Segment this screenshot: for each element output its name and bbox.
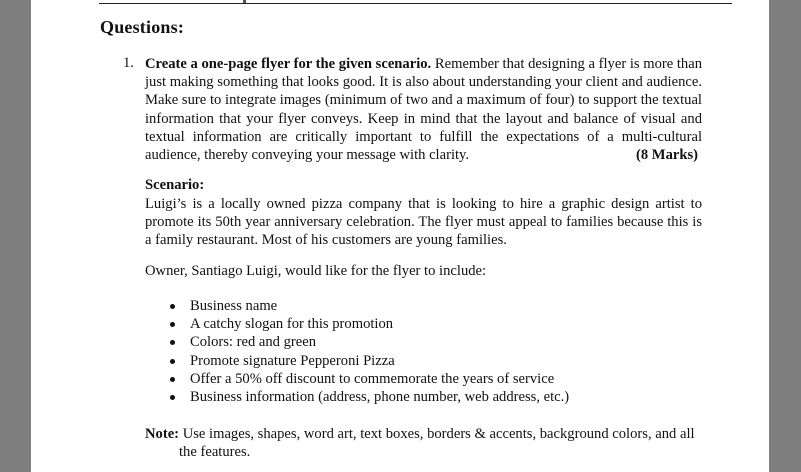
list-item [167,315,569,333]
bullet-icon [170,304,175,309]
question-body: Remember that designing a flyer is more than just making something that looks good. It is also about understanding your client and audience. Make sure to integrate images (minimum of two and a maximum of four) to support the textual information that your flyer conveys. Keep in mind that the layout and balance of visual and textual information are critically important to fulfill the expectations of a multi-cultural audience, thereby conveying your message with clarity. [145,56,703,164]
list-item [167,388,569,406]
note-text: Use images, shapes, word art, text boxes, borders & accents, background colors, and all the features. [179,426,695,461]
header-rule [99,3,732,4]
list-item [167,352,569,370]
list-item-text: Promote signature Pepperoni Pizza [190,352,395,369]
list-item-text: A catchy slogan for this promotion [190,316,394,333]
scenario-label: Scenario: [145,177,205,193]
list-item [167,333,569,351]
bullet-icon [170,322,175,327]
questions-heading: Questions: [100,17,185,37]
question-number: 1. [123,55,134,71]
requirements-list [167,297,569,406]
header-mark [243,0,246,3]
note-label: Note: [145,426,180,442]
bullet-icon [170,377,175,382]
document-page [31,0,769,472]
question-marks: (8 Marks) [635,147,698,164]
list-item-text: Offer a 50% off discount to commemorate the years of service [190,370,555,387]
list-item-text: Colors: red and green [190,334,317,351]
owner-line: Owner, Santiago Luigi, would like for the flyer to include: [145,263,487,279]
list-item [167,297,569,315]
bullet-icon [170,340,175,345]
scenario-text: Luigi’s is a locally owned pizza company that is looking to hire a graphic design artist to promote its 50th year anniversary celebration. The flyer must appeal to families because this is a family restaurant. Most of his customers are young families. [145,196,702,249]
question-lead: Create a one-page flyer for the given scenario. [145,56,432,72]
note-paragraph [145,425,702,461]
list-item-text: Business information (address, phone number, web address, etc.) [190,388,570,405]
list-item-text: Business name [190,298,278,314]
bullet-icon [170,359,175,364]
question-paragraph [145,55,702,164]
list-item [167,370,569,388]
bullet-icon [170,395,175,400]
